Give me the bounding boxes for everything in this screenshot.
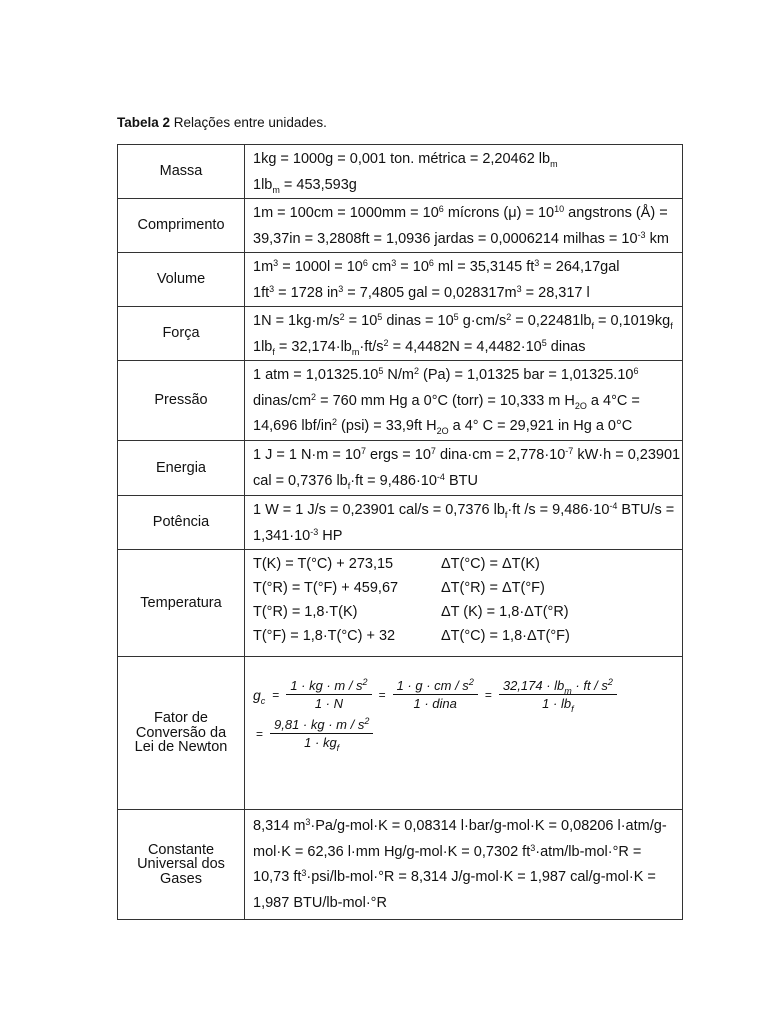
equals-sign: = (484, 687, 492, 702)
content-line: 1 J = 1 $N\cdot m = 10^7$ ergs = $10^7$ dina·cm = $2,778\cdot 10^{-7}$ kW·h = 0,23901 (253, 446, 681, 463)
fraction (393, 679, 478, 710)
row-label: Massa (118, 145, 245, 199)
temp-formula: T(°R) = 1,8·T(K) (253, 604, 358, 620)
content-line: 1,987 BTU/lb-mol·°R (253, 894, 387, 911)
label-line: Universal dos (137, 856, 225, 873)
label-line: Fator de (154, 710, 208, 727)
label-line: Conversão da (135, 724, 227, 741)
row-label: Pressão (118, 361, 245, 441)
content-line: $1N = 1kg\cdot m/s^2 = 10^5$ dinas = $10^5$ $g\cdot cm/s^2 = 0,22481lb_f = 0,1019kg_f$ (253, 312, 673, 331)
fraction-numerator: 9,81 · kg · m / $s^2$ (270, 718, 373, 734)
content-line: mol·K = 62,36 l·mm Hg/g-mol·K = 0,7302 $ft^3\cdot atm/lb-mol\cdot^\circ R$ = (253, 842, 642, 860)
content-line: 8,314 $m^3\cdot Pa/g-mol\cdot K = 0,08314$ l·bar/g-mol·K = 0,08206 l·atm/g- (253, 817, 667, 834)
row-content (245, 253, 683, 307)
fraction (499, 677, 617, 714)
caption-text: Relações entre unidades. (170, 115, 327, 130)
row-label: Potência (118, 496, 245, 550)
fraction (286, 679, 371, 710)
row-label: Comprimento (118, 199, 245, 253)
newton-equation-line-1 (253, 677, 676, 714)
fraction-numerator: 1 · kg · m / $s^2$ (286, 679, 371, 695)
fraction-numerator: 1 · g · cm / $s^2$ (393, 679, 478, 695)
content-line: 1 W = 1 J/s = 0,23901 cal/s = 0,7376 $lb_f\cdot ft$ $/s = 9,486\cdot 10^{-4}$ BTU/s = (253, 501, 675, 520)
row-label: Energia (118, 441, 245, 496)
content-line: $1m^3 = 1000l = 10^6$ $cm^3 = 10^6$ ml = 35,3145 $ft^3 = 264,17gal$ (253, 258, 620, 275)
fraction-denominator: $1 \cdot kg_f$ (304, 735, 340, 753)
row-comprimento (118, 199, 683, 253)
row-label: Temperatura (118, 550, 245, 657)
caption-bold: Tabela 2 (117, 115, 171, 130)
equals-sign: = (378, 687, 386, 702)
row-pressao (118, 361, 683, 441)
temp-formula: T(°F) = 1,8·T(°C) + 32 (253, 628, 396, 644)
fraction-denominator: 1 · N (314, 696, 344, 711)
table-caption (117, 115, 327, 130)
equals-sign: = (256, 726, 264, 741)
content-line: $1m = 100cm = 1000mm = 10^6$ mícrons $(\mu) = 10^{10}$ angstrons (Å) = (253, 204, 668, 221)
fraction-denominator: 1 · dina (413, 696, 457, 711)
content-line: $1ft^3 = 1728$ $in^3 = 7,4805$ gal = $0,028317m^3 = 28,317$ l (253, 283, 590, 301)
row-newton (118, 657, 683, 810)
content-line: 1kg = 1000g = 0,001 ton. métrica = 2,20462 $lb_m$ (253, 151, 558, 169)
newton-equation-line-2 (253, 716, 676, 753)
label-line: Lei de Newton (134, 739, 228, 756)
temp-delta-formula: ΔT(°C) = ΔT(K) (441, 556, 540, 572)
row-content (245, 550, 683, 657)
gc-symbol: $g_c$ (253, 686, 266, 706)
row-content (245, 496, 683, 550)
row-label: Força (118, 307, 245, 361)
content-line: 1 atm = $1,01325.10^5$ $N/m^2$ (Pa) = 1,01325 bar = $1,01325.10^6$ (253, 366, 639, 383)
row-gases (118, 810, 683, 920)
row-content (245, 199, 683, 253)
content-line: $1lb_f = 32,174\cdot lb_m\cdot ft/s^2 = 4,4482N = 4,4482\cdot 10^5$ dinas (253, 337, 586, 357)
row-label (118, 810, 245, 920)
row-content (245, 810, 683, 920)
row-content (245, 307, 683, 361)
content-line: cal = 0,7376 $lb_f\cdot ft = 9,486\cdot 10^{-4}$ BTU (253, 471, 478, 491)
row-label (118, 657, 245, 810)
row-content (245, 361, 683, 441)
fraction-numerator: $32,174 \cdot lb_m$ · ft / $s^2$ (499, 679, 617, 695)
temp-delta-formula: ΔT(°R) = ΔT(°F) (441, 580, 545, 596)
temp-formula: T(°R) = T(°F) + 459,67 (253, 580, 399, 596)
content-line: 10,73 $ft^3\cdot psi/lb-mol\cdot^\circ R = 8,314$ J/g-mol·K = 1,987 cal/g-mol·K = (253, 868, 656, 885)
content-line: $1,341\cdot 10^{-3}$ HP (253, 526, 343, 544)
label-line: Constante (147, 841, 215, 858)
content-line: $1lb_m = 453,593g$ (253, 176, 357, 195)
units-table (117, 144, 683, 920)
row-potencia (118, 496, 683, 550)
fraction (270, 716, 373, 753)
row-temperatura (118, 550, 683, 657)
content-line: 39,37in = 3,2808ft = 1,0936 jardas = 0,0006214 milhas = $10^{-3}$ km (253, 229, 669, 247)
label-line: Gases (160, 870, 202, 887)
content-line: 14,696 lbf/$in^2$ (psi) = 33,9ft $H_{2O}$ a 4° C = 29,921 in Hg a 0°C (253, 417, 633, 436)
content-line: dinas/$cm^2 = 760$ mm Hg a 0°C (torr) = 10,333 m $H_{2O}$ a 4°C = (253, 391, 640, 411)
row-content (245, 145, 683, 199)
row-content (245, 657, 683, 810)
temp-delta-formula: ΔT (K) = 1,8·ΔT(°R) (441, 604, 569, 620)
row-label: Volume (118, 253, 245, 307)
fraction-denominator: $1 \cdot lb_f$ (542, 696, 574, 714)
temp-delta-formula: ΔT(°C) = 1,8·ΔT(°F) (441, 628, 570, 644)
temperature-grid (253, 550, 676, 648)
row-energia (118, 441, 683, 496)
row-forca (118, 307, 683, 361)
row-massa (118, 145, 683, 199)
temp-formula: T(K) = T(°C) + 273,15 (253, 556, 394, 572)
row-content (245, 441, 683, 496)
equals-sign: = (272, 687, 280, 702)
row-volume (118, 253, 683, 307)
